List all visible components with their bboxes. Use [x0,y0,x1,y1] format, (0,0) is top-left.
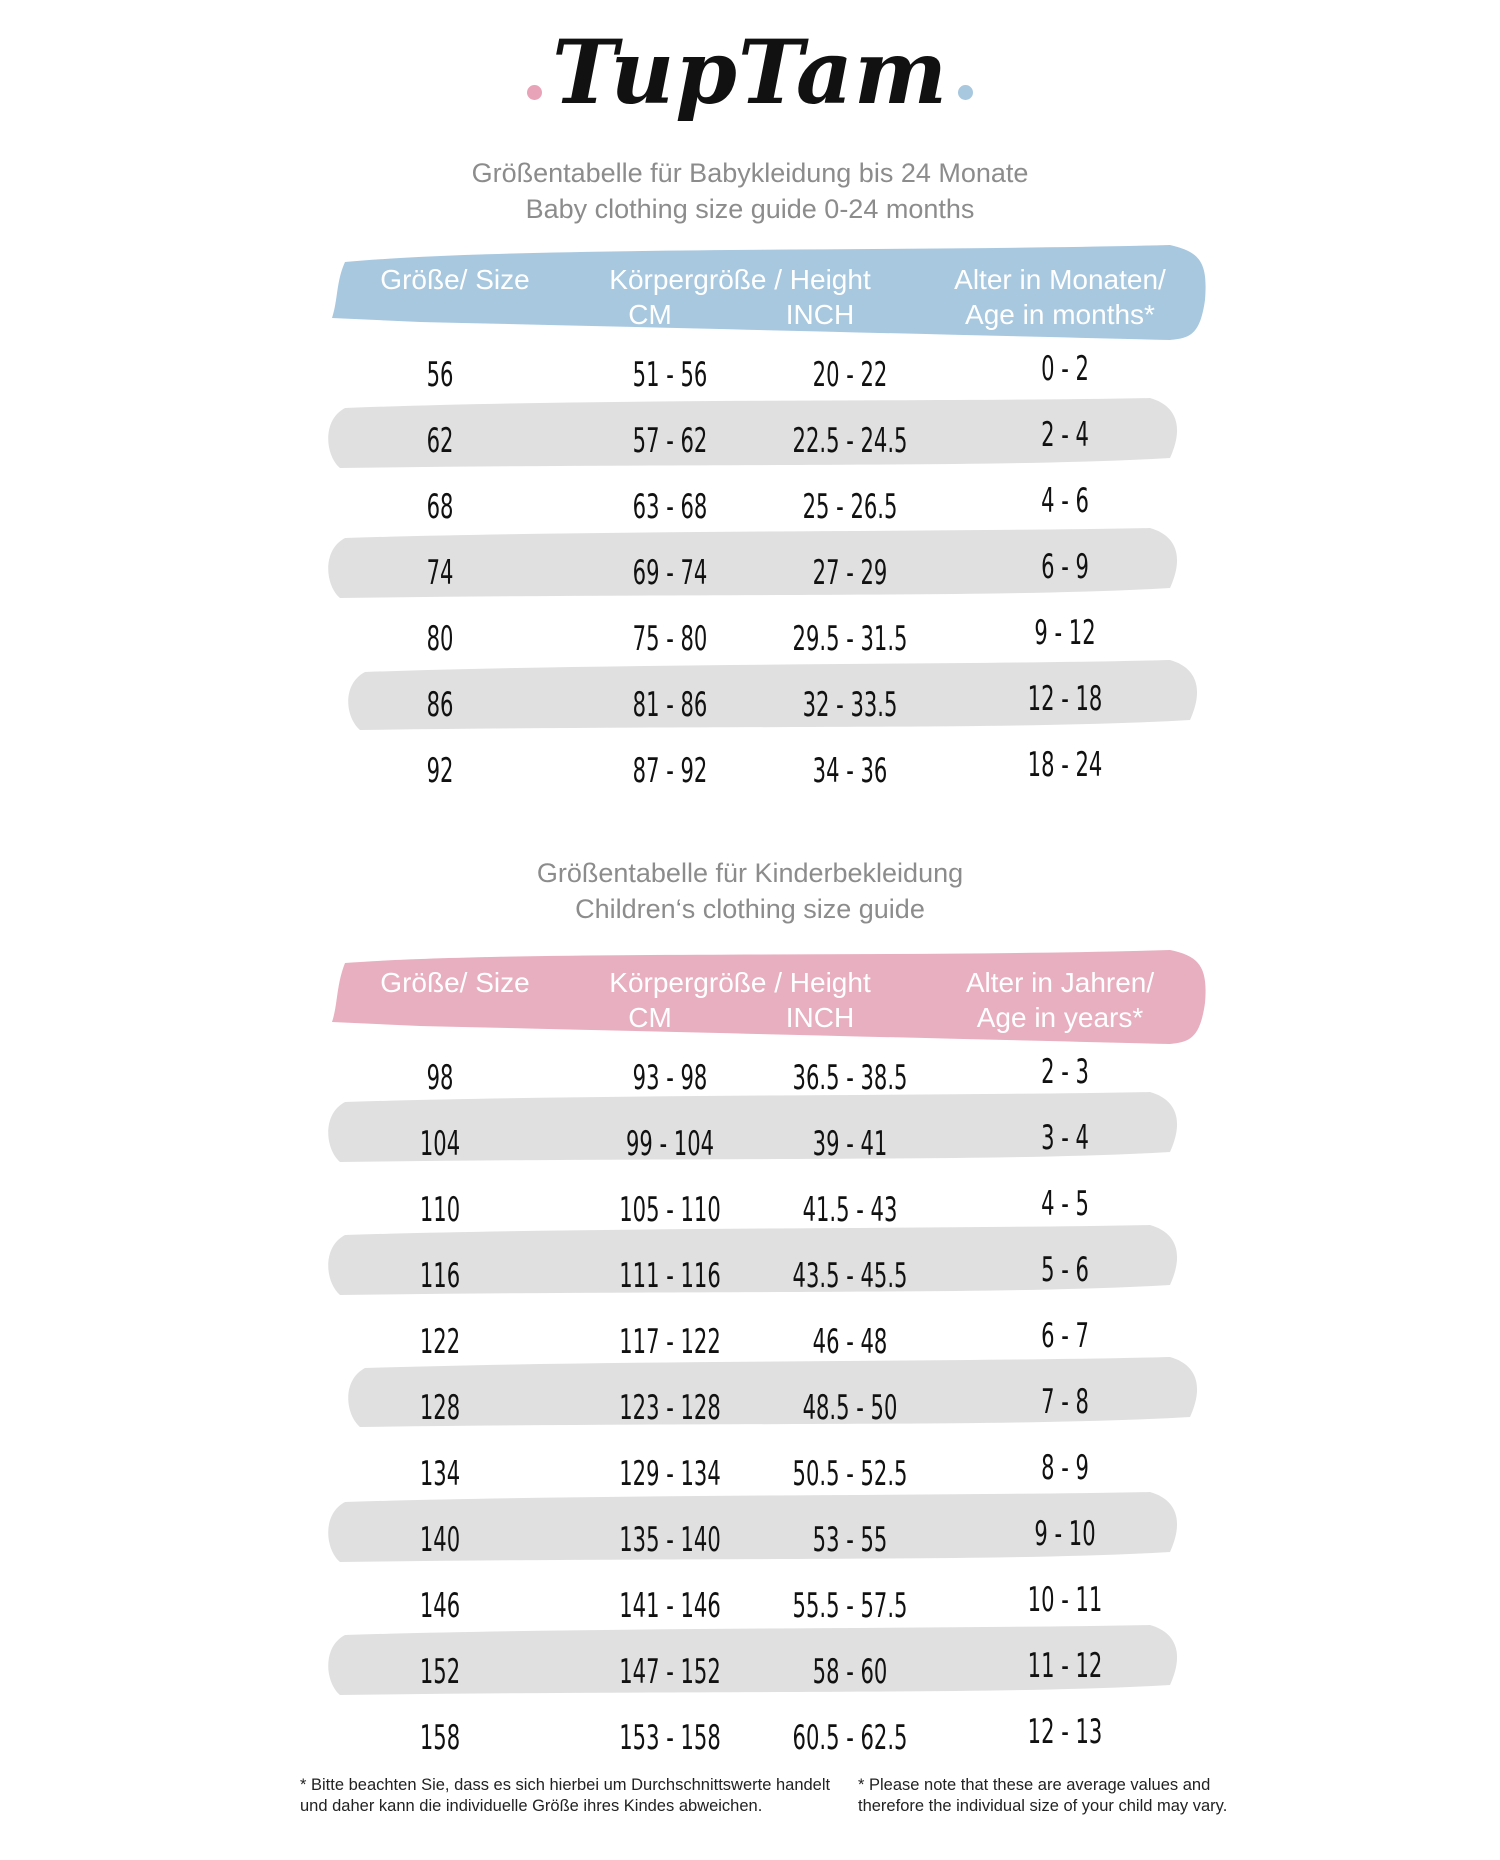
table-row [0,342,1500,408]
baby-title-en: Baby clothing size guide 0-24 months [525,194,975,224]
header-age [930,262,1190,332]
table-row [0,738,1500,804]
cell-inch: 22.5 - 24.5 [792,421,908,461]
cell-cm: 99 - 104 [625,1124,715,1164]
cell-age: 2 - 4 [1041,415,1089,455]
baby-title-de: Größentabelle für Babykleidung bis 24 Monate [471,158,1029,188]
cell-age: 12 - 13 [1027,1712,1103,1752]
table-row [0,1111,1500,1177]
cell-cm: 141 - 146 [619,1586,721,1626]
logo-dot-blue [958,85,973,100]
footnote-en-line1: * Please note that these are average values and [858,1776,1211,1794]
cell-inch: 55.5 - 57.5 [792,1586,908,1626]
cell-size: 92 [426,751,454,791]
cell-inch: 20 - 22 [812,355,888,395]
table-row [0,1243,1500,1309]
kids-title [0,855,1500,927]
kids-title-de: Größentabelle für Kinderbekleidung [536,858,964,888]
table-row [0,1045,1500,1111]
cell-age: 4 - 6 [1041,481,1089,521]
cell-cm: 93 - 98 [632,1058,708,1098]
cell-size: 80 [426,619,454,659]
cell-cm: 69 - 74 [632,553,708,593]
table-row [0,672,1500,738]
cell-inch: 43.5 - 45.5 [792,1256,908,1296]
table-row [0,540,1500,606]
cell-cm: 111 - 116 [619,1256,721,1296]
cell-age: 2 - 3 [1041,1052,1089,1092]
table-row [0,1375,1500,1441]
cell-cm: 75 - 80 [632,619,708,659]
brand-logo [0,20,1500,124]
footnote-de [300,1775,860,1817]
cell-size: 62 [426,421,454,461]
cell-cm: 87 - 92 [632,751,708,791]
cell-age: 18 - 24 [1027,745,1103,785]
cell-size: 104 [419,1124,461,1164]
cell-cm: 123 - 128 [619,1388,721,1428]
cell-cm: 147 - 152 [619,1652,721,1692]
cell-age: 3 - 4 [1041,1118,1089,1158]
table-row [0,1309,1500,1375]
cell-size: 56 [426,355,454,395]
cell-inch: 34 - 36 [812,751,888,791]
footnote-de-line1: * Bitte beachten Sie, dass es sich hierbei um Durchschnittswerte handelt [300,1776,831,1794]
table-row [0,1639,1500,1705]
header-height: Körpergröße / Height [609,967,871,998]
cell-cm: 153 - 158 [619,1718,721,1758]
header-inch: INCH [785,299,855,330]
cell-inch: 41.5 - 43 [802,1190,898,1230]
cell-age: 9 - 12 [1034,613,1096,653]
cell-age: 12 - 18 [1027,679,1103,719]
cell-inch: 25 - 26.5 [802,487,898,527]
footnote-en [858,1775,1318,1817]
cell-inch: 39 - 41 [812,1124,888,1164]
cell-size: 86 [426,685,454,725]
cell-inch: 36.5 - 38.5 [792,1058,908,1098]
cell-age: 11 - 12 [1027,1646,1103,1686]
cell-cm: 63 - 68 [632,487,708,527]
baby-title [0,155,1500,227]
cell-inch: 60.5 - 62.5 [792,1718,908,1758]
header-cm: CM [628,299,672,330]
cell-cm: 105 - 110 [619,1190,721,1230]
cell-age: 8 - 9 [1041,1448,1089,1488]
header-age-line2: Age in months* [965,299,1155,330]
cell-age: 0 - 2 [1041,349,1089,389]
header-inch: INCH [785,1002,855,1033]
header-age-line1: Alter in Jahren/ [965,967,1155,998]
cell-cm: 117 - 122 [619,1322,721,1362]
cell-size: 74 [426,553,454,593]
kids-title-en: Children‘s clothing size guide [575,894,925,924]
table-row [0,1705,1500,1771]
table-row [0,1573,1500,1639]
header-age-line2: Age in years* [976,1002,1144,1033]
cell-size: 110 [419,1190,461,1230]
header-cm: CM [628,1002,672,1033]
cell-age: 6 - 7 [1041,1316,1089,1356]
cell-size: 152 [419,1652,461,1692]
cell-age: 10 - 11 [1027,1580,1103,1620]
cell-inch: 48.5 - 50 [802,1388,898,1428]
header-age-line1: Alter in Monaten/ [954,264,1166,295]
cell-size: 122 [419,1322,461,1362]
cell-size: 128 [419,1388,461,1428]
cell-inch: 46 - 48 [812,1322,888,1362]
cell-size: 134 [419,1454,461,1494]
cell-cm: 57 - 62 [632,421,708,461]
cell-cm: 135 - 140 [619,1520,721,1560]
cell-inch: 53 - 55 [812,1520,888,1560]
header-age [930,965,1190,1035]
cell-inch: 32 - 33.5 [802,685,898,725]
table-row [0,474,1500,540]
header-size: Größe/ Size [380,264,530,295]
cell-cm: 129 - 134 [619,1454,721,1494]
cell-age: 4 - 5 [1041,1184,1089,1224]
cell-size: 98 [426,1058,454,1098]
cell-age: 5 - 6 [1041,1250,1089,1290]
cell-inch: 29.5 - 31.5 [792,619,908,659]
table-row [0,408,1500,474]
table-row [0,1177,1500,1243]
table-row [0,1441,1500,1507]
cell-age: 9 - 10 [1034,1514,1096,1554]
header-height: Körpergröße / Height [609,264,871,295]
cell-inch: 50.5 - 52.5 [792,1454,908,1494]
cell-cm: 81 - 86 [632,685,708,725]
cell-inch: 27 - 29 [812,553,888,593]
footnote-en-line2: therefore the individual size of your child may vary. [858,1797,1228,1815]
footnote-de-line2: und daher kann die individuelle Größe ihres Kindes abweichen. [300,1797,763,1815]
cell-size: 140 [419,1520,461,1560]
table-row [0,1507,1500,1573]
logo-text: TupTam [551,20,949,124]
header-size: Größe/ Size [380,967,530,998]
cell-size: 68 [426,487,454,527]
logo-dot-pink [527,85,542,100]
cell-cm: 51 - 56 [632,355,708,395]
cell-size: 116 [419,1256,461,1296]
cell-size: 146 [419,1586,461,1626]
cell-inch: 58 - 60 [812,1652,888,1692]
cell-age: 7 - 8 [1041,1382,1089,1422]
cell-size: 158 [419,1718,461,1758]
cell-age: 6 - 9 [1041,547,1089,587]
table-row [0,606,1500,672]
